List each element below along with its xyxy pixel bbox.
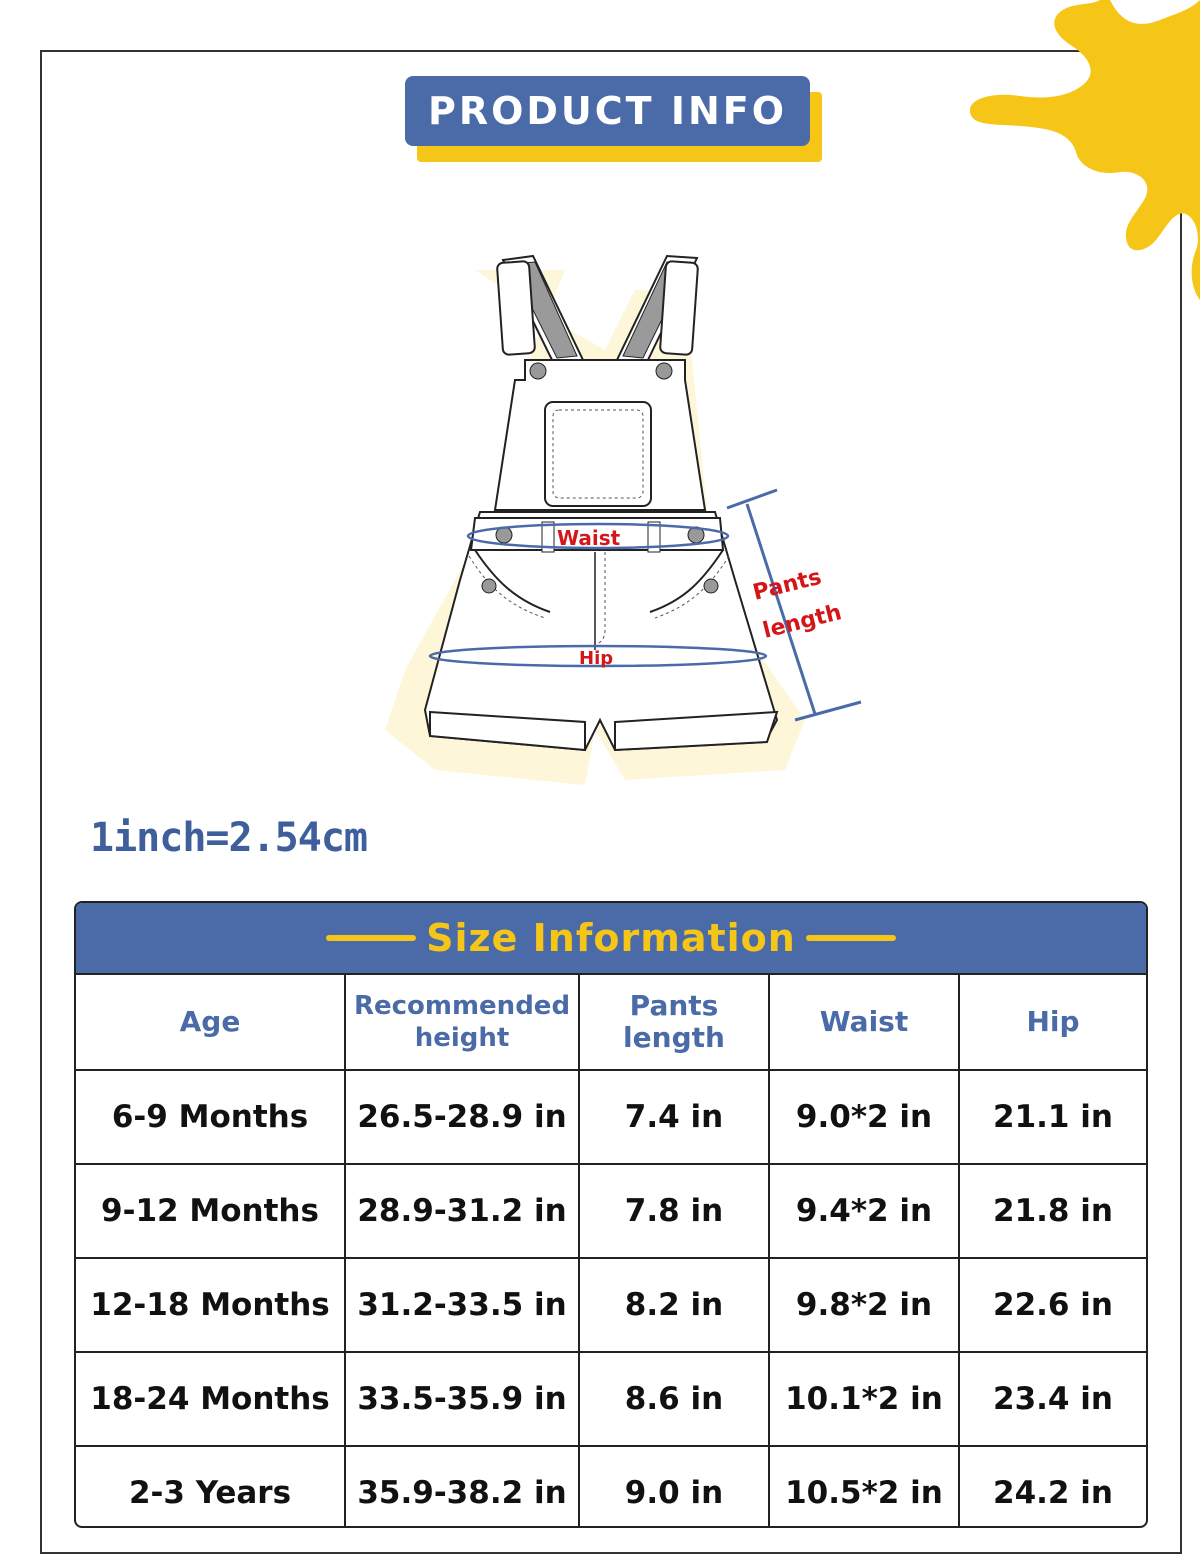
cell-pants-length: 9.0 in bbox=[579, 1446, 769, 1528]
cell-height: 31.2-33.5 in bbox=[345, 1258, 579, 1352]
col-header-recommended-height: Recommended height bbox=[345, 975, 579, 1070]
cell-hip: 24.2 in bbox=[993, 1475, 1113, 1511]
waist-label: Waist bbox=[557, 526, 621, 550]
hip-label: Hip bbox=[579, 648, 614, 669]
page-title: PRODUCT INFO bbox=[405, 76, 810, 146]
product-info-banner bbox=[405, 76, 825, 168]
cell-hip: 21.1 in bbox=[959, 1070, 1146, 1164]
cell-height: 26.5-28.9 in bbox=[345, 1070, 579, 1164]
conversion-note: 1inch=2.54cm bbox=[90, 815, 367, 861]
cell-waist: 9.8*2 in bbox=[769, 1258, 959, 1352]
cell-age: 6-9 Months bbox=[76, 1070, 345, 1164]
overalls-diagram bbox=[385, 250, 875, 790]
cell-waist: 10.5*2 in bbox=[769, 1446, 959, 1528]
cell-pants-length: 7.4 in bbox=[579, 1070, 769, 1164]
cell-age: 2-3 Years bbox=[76, 1446, 345, 1528]
cell-hip: 23.4 in bbox=[959, 1352, 1146, 1446]
size-table-heading-bar bbox=[76, 903, 1146, 975]
cell-age: 9-12 Months bbox=[76, 1164, 345, 1258]
table-row bbox=[76, 1446, 1146, 1528]
cell-pants-length: 8.6 in bbox=[579, 1352, 769, 1446]
table-header-row bbox=[76, 975, 1146, 1070]
cell-waist: 10.1*2 in bbox=[769, 1352, 959, 1446]
cell-waist: 9.4*2 in bbox=[769, 1164, 959, 1258]
size-table-heading: Size Information bbox=[426, 916, 796, 960]
col-header-waist: Waist bbox=[769, 975, 959, 1070]
size-table bbox=[74, 901, 1148, 1528]
table-row bbox=[76, 1164, 1146, 1258]
pants-label: Pants bbox=[750, 564, 825, 606]
cell-hip: 21.8 in bbox=[959, 1164, 1146, 1258]
col-header-age: Age bbox=[76, 975, 345, 1070]
cell-pants-length: 7.8 in bbox=[579, 1164, 769, 1258]
table-row bbox=[76, 1258, 1146, 1352]
dash-decoration bbox=[806, 935, 896, 941]
cell-age: 18-24 Months bbox=[76, 1352, 345, 1446]
yellow-splash-decoration bbox=[960, 0, 1200, 300]
cell-hip: 22.6 in bbox=[959, 1258, 1146, 1352]
cell-age: 12-18 Months bbox=[76, 1258, 345, 1352]
cell-pants-length: 8.2 in bbox=[579, 1258, 769, 1352]
table-row bbox=[76, 1070, 1146, 1164]
cell-height: 28.9-31.2 in bbox=[345, 1164, 579, 1258]
size-table-grid bbox=[76, 975, 1146, 1528]
table-row bbox=[76, 1352, 1146, 1446]
cell-height: 35.9-38.2 in bbox=[345, 1446, 579, 1528]
cell-waist: 9.0*2 in bbox=[769, 1070, 959, 1164]
length-label: length bbox=[760, 600, 845, 644]
cell-height: 33.5-35.9 in bbox=[345, 1352, 579, 1446]
col-header-pants-length: Pants length bbox=[579, 975, 769, 1070]
dash-decoration bbox=[326, 935, 416, 941]
col-header-hip: Hip bbox=[959, 975, 1146, 1070]
